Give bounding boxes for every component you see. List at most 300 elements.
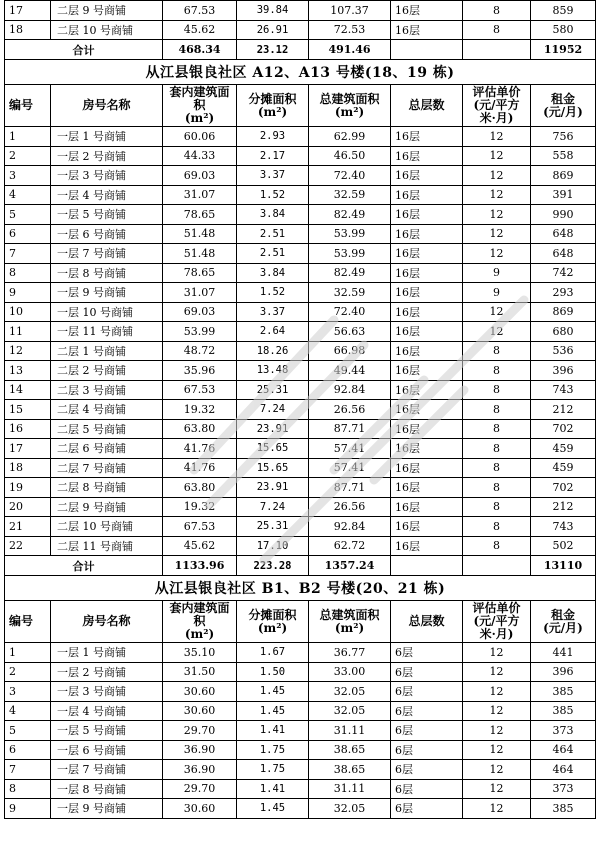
cell-shared-area: 2.64	[237, 322, 309, 342]
cell-unit-price: 12	[463, 701, 531, 721]
cell-floors: 16层	[391, 146, 463, 166]
cell-room-name: 二层 8 号商铺	[51, 478, 163, 498]
cell-shared-area: 1.75	[237, 740, 309, 760]
table-row	[5, 322, 596, 342]
cell-rent: 396	[531, 361, 596, 381]
cell-floors: 16层	[391, 1, 463, 21]
cell-shared-area: 1.50	[237, 662, 309, 682]
header-inner-area-line: 套内建筑面积	[169, 85, 230, 112]
cell-shared-area: 15.65	[237, 458, 309, 478]
cell-inner-area: 67.53	[163, 1, 237, 21]
cell-rent: 558	[531, 146, 596, 166]
cell-inner-area: 45.62	[163, 536, 237, 556]
cell-floors: 16层	[391, 127, 463, 147]
cell-number: 6	[5, 224, 51, 244]
table-row	[5, 1, 596, 21]
header-rent	[531, 601, 596, 643]
cell-number: 11	[5, 322, 51, 342]
cell-room-name: 一层 8 号商铺	[51, 779, 163, 799]
cell-room-name: 二层 10 号商铺	[51, 517, 163, 537]
cell-floors: 16层	[391, 419, 463, 439]
total-price-blank	[463, 556, 531, 576]
section-title: 从江县银良社区 A12、A13 号楼(18、19 栋)	[5, 60, 596, 85]
cell-inner-area: 31.50	[163, 662, 237, 682]
cell-total-area: 87.71	[309, 478, 391, 498]
cell-shared-area: 23.91	[237, 478, 309, 498]
cell-unit-price: 12	[463, 721, 531, 741]
header-rent-line: (元/月)	[543, 620, 583, 635]
cell-total-area: 46.50	[309, 146, 391, 166]
cell-room-name: 一层 8 号商铺	[51, 263, 163, 283]
table-row	[5, 419, 596, 439]
cell-number: 20	[5, 497, 51, 517]
cell-inner-area: 29.70	[163, 721, 237, 741]
cell-floors: 6层	[391, 643, 463, 663]
header-inner-area-line: (m²)	[184, 111, 215, 125]
section-title-row	[5, 60, 596, 85]
table-row	[5, 643, 596, 663]
table-row	[5, 701, 596, 721]
cell-rent: 990	[531, 205, 596, 225]
cell-room-name: 二层 4 号商铺	[51, 400, 163, 420]
cell-inner-area: 19.32	[163, 400, 237, 420]
cell-number: 4	[5, 701, 51, 721]
cell-floors: 6层	[391, 760, 463, 780]
table-row	[5, 662, 596, 682]
cell-unit-price: 12	[463, 322, 531, 342]
cell-inner-area: 30.60	[163, 799, 237, 819]
cell-room-name: 二层 1 号商铺	[51, 341, 163, 361]
cell-inner-area: 44.33	[163, 146, 237, 166]
rent-table-body	[5, 1, 596, 819]
cell-rent: 391	[531, 185, 596, 205]
cell-total-area: 31.11	[309, 721, 391, 741]
cell-floors: 16层	[391, 400, 463, 420]
table-row	[5, 380, 596, 400]
header-shared-area	[237, 601, 309, 643]
cell-rent: 373	[531, 779, 596, 799]
cell-total-area: 72.40	[309, 302, 391, 322]
header-unit-price-line: 米·月)	[479, 111, 514, 125]
header-rent	[531, 85, 596, 127]
cell-rent: 743	[531, 380, 596, 400]
cell-floors: 6层	[391, 740, 463, 760]
total-label: 合计	[5, 556, 163, 576]
cell-inner-area: 36.90	[163, 740, 237, 760]
cell-inner-area: 51.48	[163, 244, 237, 264]
cell-room-name: 一层 6 号商铺	[51, 740, 163, 760]
header-number	[5, 85, 51, 127]
cell-unit-price: 12	[463, 166, 531, 186]
cell-floors: 6层	[391, 682, 463, 702]
cell-total-area: 32.05	[309, 682, 391, 702]
cell-total-area: 53.99	[309, 224, 391, 244]
cell-floors: 6层	[391, 721, 463, 741]
total-row	[5, 40, 596, 60]
cell-room-name: 一层 9 号商铺	[51, 283, 163, 303]
cell-inner-area: 78.65	[163, 263, 237, 283]
cell-total-area: 32.59	[309, 283, 391, 303]
header-floors-line: 总层数	[408, 98, 445, 112]
table-row	[5, 517, 596, 537]
cell-shared-area: 2.17	[237, 146, 309, 166]
table-row	[5, 458, 596, 478]
cell-number: 17	[5, 1, 51, 21]
cell-shared-area: 2.93	[237, 127, 309, 147]
cell-number: 21	[5, 517, 51, 537]
cell-room-name: 一层 11 号商铺	[51, 322, 163, 342]
header-inner-area	[163, 85, 237, 127]
cell-floors: 16层	[391, 478, 463, 498]
header-shared-area-line: (m²)	[257, 620, 288, 635]
cell-shared-area: 3.84	[237, 263, 309, 283]
cell-inner-area: 35.10	[163, 643, 237, 663]
cell-shared-area: 1.52	[237, 283, 309, 303]
cell-unit-price: 12	[463, 643, 531, 663]
cell-inner-area: 69.03	[163, 302, 237, 322]
section-title: 从江县银良社区 B1、B2 号楼(20、21 栋)	[5, 576, 596, 601]
header-number	[5, 601, 51, 643]
cell-rent: 385	[531, 701, 596, 721]
cell-total-area: 32.05	[309, 701, 391, 721]
cell-floors: 16层	[391, 517, 463, 537]
cell-floors: 16层	[391, 263, 463, 283]
header-shared-area-line: 分摊面积	[248, 607, 297, 622]
table-row	[5, 341, 596, 361]
cell-shared-area: 1.45	[237, 799, 309, 819]
cell-number: 2	[5, 662, 51, 682]
total-floors-blank	[391, 40, 463, 60]
cell-floors: 16层	[391, 244, 463, 264]
cell-total-area: 56.63	[309, 322, 391, 342]
cell-inner-area: 41.76	[163, 439, 237, 459]
cell-room-name: 二层 6 号商铺	[51, 439, 163, 459]
cell-shared-area: 23.91	[237, 419, 309, 439]
cell-room-name: 一层 6 号商铺	[51, 224, 163, 244]
cell-number: 1	[5, 643, 51, 663]
cell-shared-area: 2.51	[237, 244, 309, 264]
cell-room-name: 一层 2 号商铺	[51, 662, 163, 682]
cell-rent: 293	[531, 283, 596, 303]
cell-shared-area: 3.37	[237, 166, 309, 186]
section-title-row	[5, 576, 596, 601]
table-row	[5, 224, 596, 244]
total-price-blank	[463, 40, 531, 60]
cell-total-area: 92.84	[309, 517, 391, 537]
table-row	[5, 166, 596, 186]
header-unit-price-line: (元/平方	[473, 98, 520, 112]
header-total-area-line: 总建筑面积	[319, 91, 380, 106]
header-unit-price-line: (元/平方	[473, 614, 520, 628]
header-total-area	[309, 601, 391, 643]
cell-number: 14	[5, 380, 51, 400]
header-number-line: 编号	[9, 98, 34, 112]
header-total-area-line: 总建筑面积	[319, 607, 380, 622]
total-shared-area: 223.28	[237, 556, 309, 576]
cell-unit-price: 12	[463, 799, 531, 819]
cell-total-area: 82.49	[309, 263, 391, 283]
cell-floors: 16层	[391, 283, 463, 303]
header-unit-price-line: 评估单价	[472, 601, 521, 615]
cell-rent: 648	[531, 244, 596, 264]
cell-room-name: 二层 11 号商铺	[51, 536, 163, 556]
cell-unit-price: 12	[463, 302, 531, 322]
cell-inner-area: 53.99	[163, 322, 237, 342]
cell-rent: 756	[531, 127, 596, 147]
cell-inner-area: 67.53	[163, 517, 237, 537]
cell-room-name: 二层 9 号商铺	[51, 497, 163, 517]
cell-room-name: 一层 1 号商铺	[51, 127, 163, 147]
cell-shared-area: 25.31	[237, 517, 309, 537]
cell-number: 5	[5, 205, 51, 225]
cell-rent: 742	[531, 263, 596, 283]
cell-room-name: 一层 10 号商铺	[51, 302, 163, 322]
header-total-area-line: (m²)	[334, 104, 365, 119]
cell-rent: 459	[531, 439, 596, 459]
cell-floors: 6层	[391, 779, 463, 799]
total-area: 491.46	[309, 40, 391, 60]
cell-unit-price: 9	[463, 283, 531, 303]
cell-rent: 385	[531, 682, 596, 702]
cell-room-name: 二层 2 号商铺	[51, 361, 163, 381]
header-total-area-line: (m²)	[334, 620, 365, 635]
cell-shared-area: 17.10	[237, 536, 309, 556]
header-rent-line: 租金	[550, 607, 575, 622]
cell-shared-area: 7.24	[237, 497, 309, 517]
table-row	[5, 283, 596, 303]
cell-floors: 16层	[391, 224, 463, 244]
table-row	[5, 244, 596, 264]
cell-number: 6	[5, 740, 51, 760]
cell-room-name: 一层 4 号商铺	[51, 701, 163, 721]
total-label: 合计	[5, 40, 163, 60]
cell-number: 8	[5, 263, 51, 283]
cell-total-area: 26.56	[309, 400, 391, 420]
cell-number: 18	[5, 20, 51, 40]
cell-inner-area: 31.07	[163, 185, 237, 205]
cell-room-name: 二层 9 号商铺	[51, 1, 163, 21]
cell-rent: 464	[531, 740, 596, 760]
cell-unit-price: 12	[463, 662, 531, 682]
cell-unit-price: 8	[463, 458, 531, 478]
cell-total-area: 72.53	[309, 20, 391, 40]
cell-total-area: 53.99	[309, 244, 391, 264]
table-row	[5, 302, 596, 322]
cell-unit-price: 8	[463, 400, 531, 420]
cell-floors: 16层	[391, 497, 463, 517]
cell-number: 2	[5, 146, 51, 166]
cell-inner-area: 78.65	[163, 205, 237, 225]
cell-inner-area: 67.53	[163, 380, 237, 400]
header-total-area	[309, 85, 391, 127]
cell-shared-area: 39.84	[237, 1, 309, 21]
cell-unit-price: 12	[463, 682, 531, 702]
cell-floors: 16层	[391, 205, 463, 225]
cell-room-name: 一层 1 号商铺	[51, 643, 163, 663]
header-rent-line: (元/月)	[543, 104, 583, 119]
cell-room-name: 一层 2 号商铺	[51, 146, 163, 166]
cell-floors: 16层	[391, 536, 463, 556]
cell-total-area: 32.59	[309, 185, 391, 205]
cell-unit-price: 8	[463, 419, 531, 439]
cell-rent: 385	[531, 799, 596, 819]
header-room-name-line: 房号名称	[82, 98, 131, 112]
cell-unit-price: 9	[463, 263, 531, 283]
header-shared-area-line: (m²)	[257, 104, 288, 119]
cell-shared-area: 26.91	[237, 20, 309, 40]
cell-room-name: 一层 5 号商铺	[51, 721, 163, 741]
header-floors	[391, 601, 463, 643]
cell-unit-price: 12	[463, 205, 531, 225]
cell-rent: 536	[531, 341, 596, 361]
cell-inner-area: 48.72	[163, 341, 237, 361]
cell-floors: 16层	[391, 439, 463, 459]
table-row	[5, 536, 596, 556]
cell-room-name: 一层 4 号商铺	[51, 185, 163, 205]
cell-inner-area: 29.70	[163, 779, 237, 799]
document-page	[4, 0, 596, 845]
header-unit-price	[463, 601, 531, 643]
cell-unit-price: 12	[463, 740, 531, 760]
cell-rent: 459	[531, 458, 596, 478]
total-rent: 11952	[531, 40, 596, 60]
cell-shared-area: 3.37	[237, 302, 309, 322]
cell-number: 3	[5, 682, 51, 702]
cell-total-area: 49.44	[309, 361, 391, 381]
cell-total-area: 38.65	[309, 740, 391, 760]
cell-number: 8	[5, 779, 51, 799]
cell-unit-price: 12	[463, 146, 531, 166]
cell-unit-price: 8	[463, 20, 531, 40]
cell-total-area: 38.65	[309, 760, 391, 780]
header-floors-line: 总层数	[408, 614, 445, 628]
cell-room-name: 一层 5 号商铺	[51, 205, 163, 225]
cell-room-name: 一层 3 号商铺	[51, 682, 163, 702]
table-row	[5, 478, 596, 498]
cell-room-name: 二层 5 号商铺	[51, 419, 163, 439]
cell-unit-price: 12	[463, 185, 531, 205]
cell-total-area: 62.72	[309, 536, 391, 556]
cell-rent: 702	[531, 419, 596, 439]
cell-number: 4	[5, 185, 51, 205]
cell-unit-price: 8	[463, 536, 531, 556]
cell-inner-area: 19.32	[163, 497, 237, 517]
cell-unit-price: 12	[463, 224, 531, 244]
total-rent: 13110	[531, 556, 596, 576]
total-inner-area: 468.34	[163, 40, 237, 60]
cell-floors: 16层	[391, 302, 463, 322]
cell-number: 22	[5, 536, 51, 556]
header-room-name-line: 房号名称	[82, 614, 131, 628]
cell-inner-area: 63.80	[163, 478, 237, 498]
header-inner-area-line: 套内建筑面积	[169, 601, 230, 628]
cell-room-name: 一层 9 号商铺	[51, 799, 163, 819]
header-number-line: 编号	[9, 614, 34, 628]
cell-rent: 441	[531, 643, 596, 663]
table-row	[5, 799, 596, 819]
table-row	[5, 779, 596, 799]
header-row	[5, 85, 596, 127]
cell-room-name: 二层 3 号商铺	[51, 380, 163, 400]
cell-inner-area: 31.07	[163, 283, 237, 303]
cell-total-area: 62.99	[309, 127, 391, 147]
cell-room-name: 二层 7 号商铺	[51, 458, 163, 478]
table-row	[5, 439, 596, 459]
cell-floors: 6层	[391, 701, 463, 721]
cell-rent: 869	[531, 166, 596, 186]
cell-inner-area: 41.76	[163, 458, 237, 478]
cell-room-name: 二层 10 号商铺	[51, 20, 163, 40]
cell-shared-area: 1.67	[237, 643, 309, 663]
cell-rent: 869	[531, 302, 596, 322]
cell-number: 5	[5, 721, 51, 741]
total-area: 1357.24	[309, 556, 391, 576]
header-room-name	[51, 85, 163, 127]
cell-floors: 16层	[391, 185, 463, 205]
cell-total-area: 31.11	[309, 779, 391, 799]
table-row	[5, 760, 596, 780]
table-row	[5, 400, 596, 420]
cell-shared-area: 18.26	[237, 341, 309, 361]
cell-rent: 464	[531, 760, 596, 780]
cell-unit-price: 8	[463, 341, 531, 361]
cell-rent: 373	[531, 721, 596, 741]
cell-total-area: 36.77	[309, 643, 391, 663]
cell-rent: 396	[531, 662, 596, 682]
cell-inner-area: 69.03	[163, 166, 237, 186]
cell-total-area: 92.84	[309, 380, 391, 400]
cell-inner-area: 36.90	[163, 760, 237, 780]
cell-inner-area: 35.96	[163, 361, 237, 381]
cell-floors: 16层	[391, 166, 463, 186]
table-row	[5, 146, 596, 166]
cell-number: 9	[5, 799, 51, 819]
cell-number: 1	[5, 127, 51, 147]
cell-total-area: 57.41	[309, 439, 391, 459]
cell-unit-price: 8	[463, 497, 531, 517]
table-row	[5, 127, 596, 147]
table-row	[5, 205, 596, 225]
cell-shared-area: 25.31	[237, 380, 309, 400]
cell-unit-price: 12	[463, 127, 531, 147]
cell-shared-area: 2.51	[237, 224, 309, 244]
cell-rent: 680	[531, 322, 596, 342]
cell-number: 7	[5, 760, 51, 780]
header-unit-price	[463, 85, 531, 127]
total-shared-area: 23.12	[237, 40, 309, 60]
cell-total-area: 26.56	[309, 497, 391, 517]
cell-number: 10	[5, 302, 51, 322]
cell-rent: 859	[531, 1, 596, 21]
total-floors-blank	[391, 556, 463, 576]
header-shared-area-line: 分摊面积	[248, 91, 297, 106]
cell-total-area: 57.41	[309, 458, 391, 478]
cell-rent: 702	[531, 478, 596, 498]
cell-number: 13	[5, 361, 51, 381]
cell-inner-area: 45.62	[163, 20, 237, 40]
cell-total-area: 82.49	[309, 205, 391, 225]
cell-unit-price: 8	[463, 517, 531, 537]
cell-number: 18	[5, 458, 51, 478]
cell-floors: 6层	[391, 799, 463, 819]
total-inner-area: 1133.96	[163, 556, 237, 576]
cell-rent: 648	[531, 224, 596, 244]
cell-rent: 502	[531, 536, 596, 556]
cell-rent: 212	[531, 497, 596, 517]
header-inner-area-line: (m²)	[184, 627, 215, 641]
header-room-name	[51, 601, 163, 643]
table-row	[5, 721, 596, 741]
